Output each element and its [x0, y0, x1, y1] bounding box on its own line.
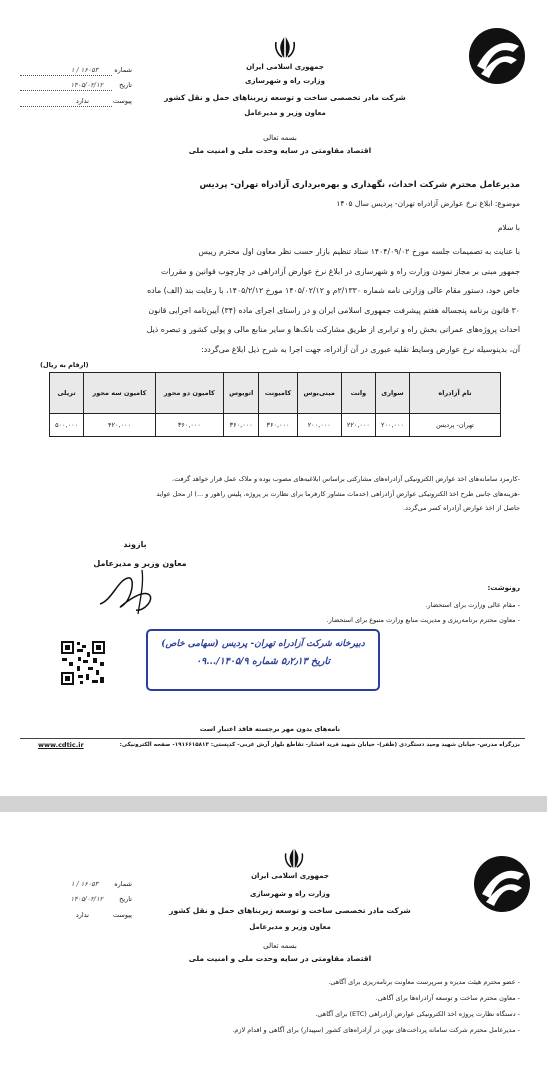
- body-line: خاص خود، دستور مقام عالی وزارتی نامه شماره ۲/۱۳۳۰م و ۱۴۰۵/۰۲/۱۲ مورخ ۱۴۰۵/۲/۱۲، با رعایت بند (الف) ماده: [147, 286, 520, 295]
- cc-item: - معاون محترم برنامه‌ریزی و مدیریت منابع وزارت متبوع برای استحضار.: [326, 615, 520, 624]
- company-logo-icon: [467, 26, 527, 86]
- table-header: وانت: [341, 373, 375, 414]
- attachment-underline: [20, 106, 112, 107]
- table-header: کامیونت: [259, 373, 297, 414]
- company-logo-icon: [472, 854, 532, 914]
- stamp-line: تاریخ ۵٫۲٫۱۳ شماره ۱۴۰۵/۹/...۰۹: [196, 656, 330, 667]
- bismillah: بسمه تعالی: [263, 134, 297, 142]
- note-line: -کارمزد سامانه‌های اخذ عوارض الکترونیکی آزادراه‌های مشارکتی براساس ابلاغیه‌های مصوب بوده و ملاک عمل قرار خواهد گرفت.: [172, 475, 520, 483]
- attachment-row: [8, 97, 132, 105]
- table-row: [50, 414, 501, 437]
- motto: اقتصاد مقاومتی در سایه وحدت ملی و امنیت ملی: [188, 146, 372, 155]
- stamp-line: دبیرخانه شرکت آزادراه تهران- پردیس (سهامی خاص): [161, 639, 365, 649]
- bismillah: بسمه تعالی: [263, 942, 297, 950]
- secretariat-stamp: [146, 629, 380, 691]
- table-header: کامیون دو محور: [155, 373, 223, 414]
- footer-divider: [20, 738, 525, 739]
- cc-item: - معاون محترم ساخت و توسعه آزادراه‌ها برای آگاهی.: [375, 994, 520, 1002]
- website-link[interactable]: www.cdtic.ir: [38, 741, 84, 749]
- attachment-value: ندارد: [75, 911, 89, 919]
- cc-list-continued: [150, 974, 520, 1038]
- body-line: جمهور مبنی بر مجاز نمودن وزارت راه و شهرسازی در ابلاغ نرخ عوارض آزادراهی در چارچوب قوانین و مقررات: [161, 266, 520, 276]
- number-value: ۱۶۰۵۳ / ۱: [70, 66, 99, 74]
- page-separator: [0, 796, 547, 812]
- table-header-row: [50, 373, 501, 414]
- attachment-row: [8, 911, 132, 919]
- table-cell: ۲۲۰,۰۰۰: [341, 414, 375, 437]
- validity-notice: نامه‌های بدون مهر برجسته فاقد اعتبار است: [199, 725, 341, 733]
- signatory-name: بازوند: [123, 540, 147, 549]
- body-line: با عنایت به تصمیمات جلسه مورخ ۱۴۰۴/۰۹/۰۲ ستاد تنظیم بازار حسب نظر معاون اول محترم رییس: [198, 247, 520, 256]
- number-underline: [20, 75, 112, 76]
- iran-emblem-icon: [273, 34, 297, 60]
- number-label: شماره: [114, 880, 132, 888]
- footer-address: بزرگراه مدرس- خیابان شهید وحید دستگردی (ظفر)- خیابان شهید فرید افشار- تقاطع بلوار آرش غربی- کدپستی: ۱۹۱۶۶۱۵۸۱۳- صفحه الکترونیکی:: [119, 742, 520, 748]
- cc-item: - مقام عالی وزارت برای استحضار.: [425, 601, 520, 609]
- body-line: ۳۰ قانون برنامه پنجساله هفتم پیشرفت جمهوری اسلامی ایران و در راستای اجرای ماده (۳۴) آیین‌نامه اجرایی قانون: [148, 305, 520, 315]
- date-value: ۱۴۰۵/۰۲/۱۲: [70, 81, 103, 89]
- date-value: ۱۴۰۵/۰۲/۱۲: [70, 895, 103, 903]
- table-header: سواری: [375, 373, 409, 414]
- table-cell: ۳۶۰,۰۰۰: [223, 414, 259, 437]
- table-cell: ۴۲۰,۰۰۰: [84, 414, 156, 437]
- notes: [22, 472, 520, 516]
- body-line: آن، بدینوسیله نرخ عوارض وسایط نقلیه عبوری در آن آزادراه، جهت اجرا به شرح ذیل ابلاغ می‌گردد:: [201, 344, 520, 354]
- attachment-label: پیوست: [113, 911, 132, 919]
- ministry-name: وزارت راه و شهرسازی: [245, 77, 325, 85]
- number-value: ۱۶۰۵۳ / ۱: [70, 880, 99, 888]
- table-cell: ۳۶۰,۰۰۰: [155, 414, 223, 437]
- signatory-title: معاون وزیر و مدیرعامل: [93, 559, 187, 568]
- deputy-title: معاون وزیر و مدیرعامل: [244, 109, 326, 117]
- toll-fee-table: [49, 372, 501, 437]
- cc-item: - عضو محترم هیئت مدیره و سرپرست معاونت برنامه‌ریزی برای آگاهی.: [328, 978, 520, 986]
- table-unit-note: (ارقام به ریال): [40, 361, 89, 369]
- table-cell: ۵۰۰,۰۰۰: [50, 414, 84, 437]
- number-label: شماره: [114, 66, 132, 74]
- letter-body: [22, 242, 520, 359]
- table-header: تریلی: [50, 373, 84, 414]
- addressee: مدیرعامل محترم شرکت احداث، نگهداری و بهره‌برداری آزادراه تهران- پردیس: [199, 180, 520, 190]
- company-name: شرکت مادر تخصصی ساخت و توسعه زیربناهای حمل و نقل کشور: [164, 93, 406, 102]
- table-cell: تهران- پردیس: [410, 414, 501, 437]
- country-name: جمهوری اسلامی ایران: [251, 872, 329, 880]
- letter-number-row: [8, 66, 132, 74]
- table-header: اتوبوس: [223, 373, 259, 414]
- cc-heading: رونوشت:: [487, 584, 520, 592]
- table-cell: ۲۰۰,۰۰۰: [375, 414, 409, 437]
- letter-page-2: [0, 812, 547, 1080]
- greeting: با سلام: [497, 223, 520, 232]
- deputy-title: معاون وزیر و مدیرعامل: [249, 923, 331, 931]
- date-label: تاریخ: [119, 81, 132, 89]
- letter-number-row: [8, 880, 132, 888]
- iran-emblem-icon: [283, 846, 305, 870]
- letter-date-row: [8, 895, 132, 903]
- company-name: شرکت مادر تخصصی ساخت و توسعه زیربناهای حمل و نقل کشور: [169, 906, 411, 915]
- note-line: حاصل از اخذ عوارض آزادراه کسر می‌گردد.: [403, 504, 520, 512]
- date-underline: [20, 90, 112, 91]
- cc-item: - مدیرعامل محترم شرکت سامانه پرداخت‌های نوین در آزادراه‌های کشور (سپیدار) برای آگاهی و اقدام لازم.: [232, 1026, 520, 1034]
- qr-code-icon: [60, 640, 106, 686]
- signature-mark-icon: [92, 560, 172, 620]
- body-line: احداث پروژه‌های عمرانی بخش راه و ترابری از طریق مشارکت بانک‌ها و سایر منابع مالی و پولی کشور و تبصره ذیل: [146, 325, 520, 334]
- cc-list: [200, 598, 520, 627]
- cc-item: - دستگاه نظارت پروژه اخذ الکترونیکی عوارض آزادراهی (ETC) برای آگاهی.: [315, 1010, 520, 1018]
- attachment-label: پیوست: [113, 97, 132, 105]
- table-cell: ۲۰۰,۰۰۰: [297, 414, 341, 437]
- motto: اقتصاد مقاومتی در سایه وحدت ملی و امنیت ملی: [188, 954, 372, 963]
- table-header: کامیون سه محور: [84, 373, 156, 414]
- date-label: تاریخ: [119, 895, 132, 903]
- note-line: -هزینه‌های جانبی طرح اخذ الکترونیکی عوارض آزادراهی (خدمات مشاور کارفرما برای نظارت بر پروژه، پلیس راهور و ...) از محل عواید: [156, 489, 520, 498]
- attachment-value: ندارد: [75, 97, 89, 105]
- letter-date-row: [8, 81, 132, 89]
- ministry-name: وزارت راه و شهرسازی: [250, 890, 330, 898]
- subject-line: موضوع: ابلاغ نرخ عوارض آزادراه تهران- پردیس سال ۱۴۰۵: [336, 199, 520, 208]
- table-cell: ۳۶۰,۰۰۰: [259, 414, 297, 437]
- country-name: جمهوری اسلامی ایران: [246, 63, 324, 71]
- table-header: نام آزادراه: [410, 373, 501, 414]
- table-header: مینی‌بوس: [297, 373, 341, 414]
